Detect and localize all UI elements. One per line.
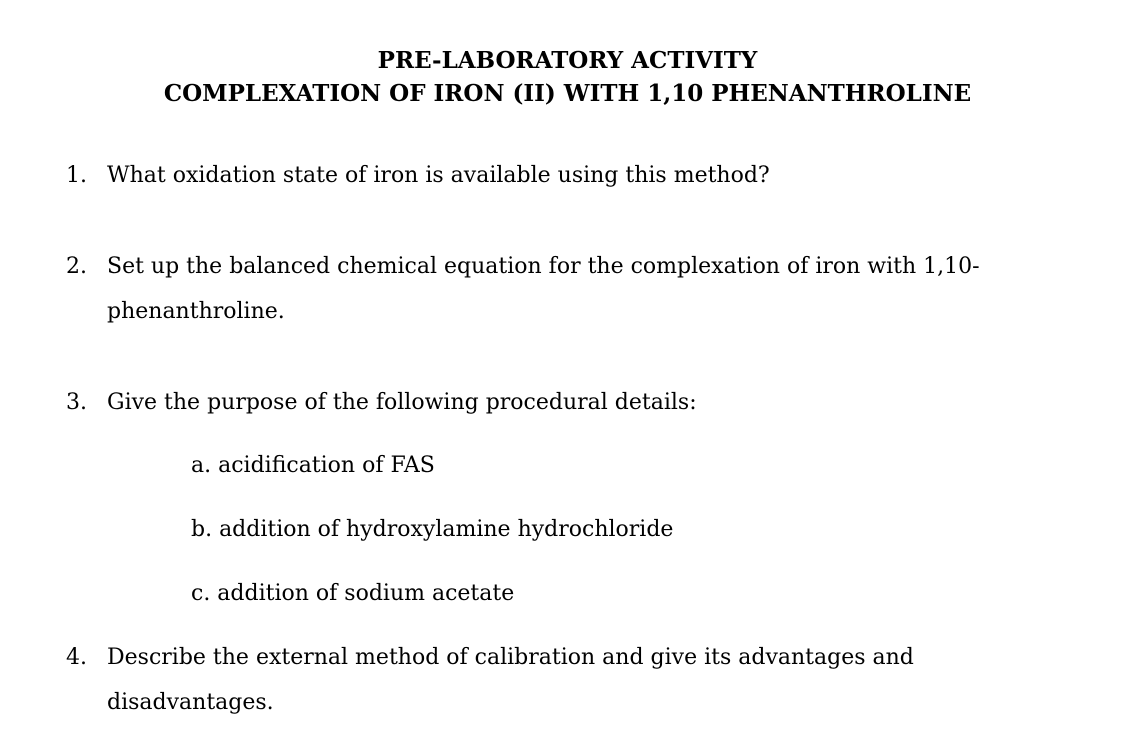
worksheet-subtitle: COMPLEXATION OF IRON (II) WITH 1,10 PHENANTHROLINE	[163, 80, 972, 107]
question-1-number: 1.	[66, 163, 87, 188]
question-4-number: 4.	[66, 645, 87, 670]
question-3-subitem-c: c. addition of sodium acetate	[191, 581, 515, 606]
question-3-text: Give the purpose of the following procedural details:	[107, 390, 697, 415]
question-1-text: What oxidation state of iron is available using this method?	[107, 163, 770, 188]
worksheet-title: PRE-LABORATORY ACTIVITY	[377, 47, 758, 74]
question-3-subitem-b: b. addition of hydroxylamine hydrochloride	[191, 517, 674, 542]
question-4-text-line1: Describe the external method of calibration and give its advantages and	[107, 645, 914, 670]
question-2-number: 2.	[66, 254, 87, 279]
question-2-text-line2: phenanthroline.	[107, 299, 285, 324]
question-2-text-line1: Set up the balanced chemical equation for the complexation of iron with 1,10-	[107, 254, 980, 279]
question-3-number: 3.	[66, 390, 87, 415]
question-3-subitem-a: a. acidification of FAS	[191, 453, 435, 478]
question-4-text-line2: disadvantages.	[107, 690, 274, 715]
